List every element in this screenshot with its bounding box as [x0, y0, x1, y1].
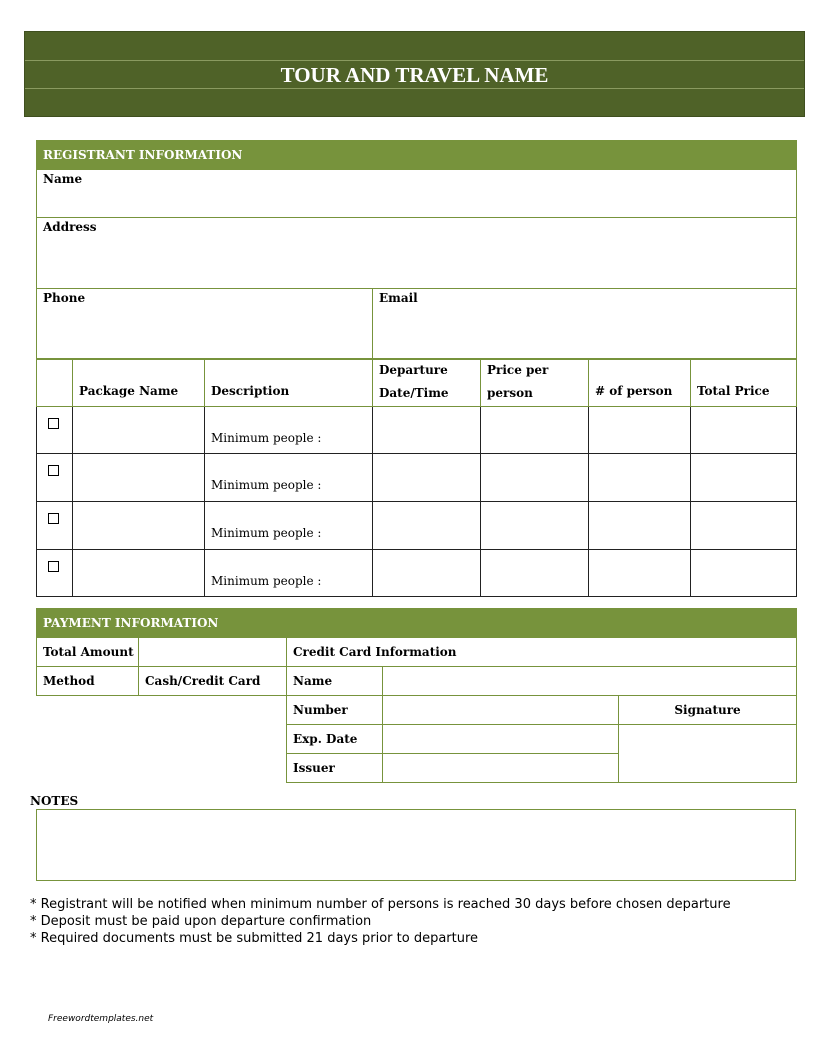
registrant-header: REGISTRANT INFORMATION	[37, 141, 797, 170]
description-cell[interactable]	[205, 550, 373, 597]
package-name-cell[interactable]	[73, 407, 205, 454]
issuer-label: Issuer	[287, 754, 383, 783]
address-label: Address	[43, 220, 97, 234]
payment-spacer	[37, 696, 287, 725]
num-person-cell[interactable]	[589, 407, 691, 454]
num-person-cell[interactable]	[589, 550, 691, 597]
total-price-cell[interactable]	[691, 454, 797, 502]
checkbox-header	[37, 359, 73, 407]
payment-table	[36, 608, 797, 783]
footer-credit: Freewordtemplates.net	[48, 1014, 154, 1024]
package-checkbox[interactable]	[48, 418, 59, 429]
package-name-cell[interactable]	[73, 454, 205, 502]
package-row	[37, 550, 797, 597]
package-row	[37, 407, 797, 454]
payment-spacer	[37, 754, 287, 783]
price-header: Price per person	[481, 359, 589, 407]
footnote: * Deposit must be paid upon departure confirmation	[30, 914, 372, 929]
footnote: * Registrant will be notified when minimum number of persons is reached 30 days before chosen departure	[30, 897, 731, 912]
registrant-table	[36, 140, 797, 360]
card-number-label: Number	[287, 696, 383, 725]
card-name-field[interactable]	[383, 667, 797, 696]
description-cell[interactable]	[205, 407, 373, 454]
package-table	[36, 358, 797, 597]
departure-cell[interactable]	[373, 454, 481, 502]
phone-field[interactable]	[37, 289, 373, 360]
departure-header: Departure Date/Time	[373, 359, 481, 407]
package-name-cell[interactable]	[73, 550, 205, 597]
price-cell[interactable]	[481, 550, 589, 597]
package-checkbox[interactable]	[48, 513, 59, 524]
package-row	[37, 502, 797, 550]
minimum-people-label: Minimum people :	[211, 431, 322, 445]
total-amount-label: Total Amount	[37, 638, 139, 667]
exp-date-label: Exp. Date	[287, 725, 383, 754]
header-banner	[24, 31, 805, 117]
package-row	[37, 454, 797, 502]
num-person-cell[interactable]	[589, 502, 691, 550]
credit-card-info-label: Credit Card Information	[287, 638, 797, 667]
page-title: TOUR AND TRAVEL NAME	[280, 63, 549, 87]
departure-cell[interactable]	[373, 502, 481, 550]
description-cell[interactable]	[205, 502, 373, 550]
email-field[interactable]	[373, 289, 797, 360]
package-checkbox-cell[interactable]	[37, 407, 73, 454]
description-header: Description	[205, 359, 373, 407]
method-label: Method	[37, 667, 139, 696]
package-checkbox-cell[interactable]	[37, 502, 73, 550]
notes-field[interactable]	[36, 809, 796, 881]
minimum-people-label: Minimum people :	[211, 526, 322, 540]
signature-field[interactable]	[619, 725, 797, 783]
departure-cell[interactable]	[373, 407, 481, 454]
price-cell[interactable]	[481, 454, 589, 502]
total-price-cell[interactable]	[691, 550, 797, 597]
package-checkbox-cell[interactable]	[37, 550, 73, 597]
description-cell[interactable]	[205, 454, 373, 502]
package-checkbox-cell[interactable]	[37, 454, 73, 502]
num-person-header: # of person	[589, 359, 691, 407]
package-name-cell[interactable]	[73, 502, 205, 550]
email-label: Email	[379, 291, 418, 305]
total-price-header: Total Price	[691, 359, 797, 407]
footnote: * Required documents must be submitted 21 days prior to departure	[30, 931, 479, 946]
card-number-field[interactable]	[383, 696, 619, 725]
total-price-cell[interactable]	[691, 502, 797, 550]
name-label: Name	[43, 172, 83, 186]
num-person-cell[interactable]	[589, 454, 691, 502]
minimum-people-label: Minimum people :	[211, 574, 322, 588]
total-amount-value[interactable]	[139, 638, 287, 667]
issuer-field[interactable]	[383, 754, 619, 783]
price-cell[interactable]	[481, 407, 589, 454]
package-checkbox[interactable]	[48, 465, 59, 476]
package-name-header: Package Name	[73, 359, 205, 407]
notes-label: NOTES	[30, 794, 79, 808]
signature-label: Signature	[619, 696, 797, 725]
name-field[interactable]	[37, 170, 797, 218]
price-cell[interactable]	[481, 502, 589, 550]
package-checkbox[interactable]	[48, 561, 59, 572]
total-price-cell[interactable]	[691, 407, 797, 454]
address-field[interactable]	[37, 218, 797, 289]
phone-label: Phone	[43, 291, 86, 305]
exp-date-field[interactable]	[383, 725, 619, 754]
payment-header: PAYMENT INFORMATION	[37, 609, 797, 638]
method-value[interactable]: Cash/Credit Card	[139, 667, 287, 696]
minimum-people-label: Minimum people :	[211, 478, 322, 492]
card-name-label: Name	[287, 667, 383, 696]
departure-cell[interactable]	[373, 550, 481, 597]
payment-spacer	[37, 725, 287, 754]
